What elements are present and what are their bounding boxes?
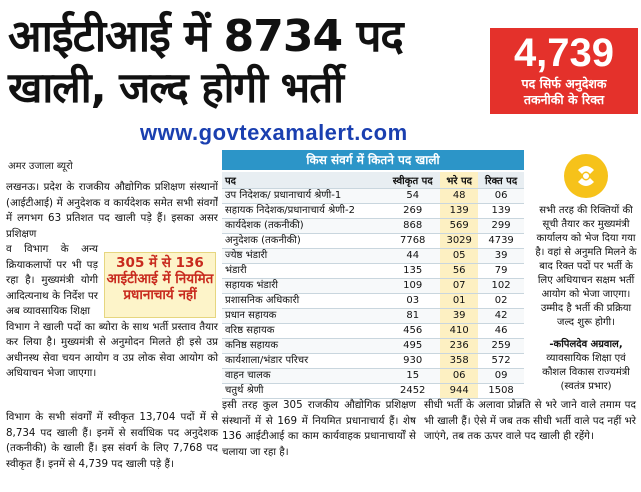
- minister-sidebar: [534, 150, 638, 394]
- table-body: [222, 189, 524, 399]
- article-paragraph-2: विभाग के सभी संवर्गों में स्वीकृत 13,704 पदों में से 8,734 पद खाली हैं। इनमें से सर्वाधिक पद अनुदेशक (तकनीकी) के खाली हैं। इस संवर्ग के लिए 7,768 पद स्वीकृत हैं। इनमें से 4,739 पद खाली पड़े हैं।: [6, 411, 218, 470]
- table-cell-vacant: 299: [478, 219, 524, 234]
- table-cell-vacant: 46: [494, 325, 508, 336]
- table-cell-post: ज्येष्ठ भंडारी: [222, 249, 385, 264]
- table-cell-vacant: 79: [494, 265, 508, 276]
- table-cell-sanctioned: 7768: [399, 235, 426, 246]
- table-cell-post: प्रशासनिक अधिकारी: [225, 295, 300, 306]
- highlight-line-1: पद सिर्फ अनुदेशक: [521, 76, 607, 91]
- table-cell-post: चतुर्थ श्रेणी: [225, 385, 264, 396]
- table-cell-sanctioned: 54: [385, 189, 440, 204]
- watermark-url: www.govtexamalert.com: [140, 120, 408, 145]
- table-cell-vacant: 39: [478, 249, 524, 264]
- table-cell-sanctioned: 135: [403, 265, 423, 276]
- table-cell-post: सहायक निदेशक/प्रधानाचार्य श्रेणी-2: [225, 205, 355, 216]
- table-title: किस संवर्ग में कितने पद खाली: [222, 150, 524, 170]
- vacancy-table: [222, 172, 524, 399]
- table-cell-sanctioned: 269: [403, 205, 423, 216]
- table-cell-sanctioned: 930: [403, 355, 423, 366]
- skill-development-logo-icon: [564, 154, 608, 198]
- table-header-row: [222, 172, 524, 189]
- table-cell-vacant: 102: [478, 279, 524, 294]
- minister-quote: सभी तरह की रिक्तियों की सूची तैयार कर मुख्यमंत्री कार्यालय को भेज दिया गया है। वहां से अनुमति मिलने के बाद रिक्त पदों पर भर्ती के लिए अधियाचन सक्षम भर्ती आयोग को भेजा जाएगा। उम्मीद है भर्ती की प्रक्रिया जल्द शुरू होगी।: [535, 205, 637, 328]
- table-header-filled: भरे पद: [440, 172, 478, 189]
- table-cell-post: प्रधान सहायक: [222, 309, 385, 324]
- table-cell-vacant: 06: [478, 189, 524, 204]
- table-row: [222, 384, 524, 399]
- pullquote: 305 में से 136 आईटीआई में नियमित प्रधानाचार्य नहीं: [104, 252, 216, 318]
- table-cell-filled: 944: [440, 384, 478, 399]
- table-cell-filled: 236: [440, 339, 478, 354]
- highlight-line-2: तकनीकी के रिक्त: [523, 92, 605, 107]
- table-row: [222, 249, 524, 264]
- table-cell-sanctioned: 456: [403, 325, 423, 336]
- table-row: [222, 339, 524, 354]
- table-row: [222, 234, 524, 249]
- table-cell-post: उप निदेशक/ प्रधानाचार्य श्रेणी-1: [222, 189, 385, 204]
- table-cell-filled: 06: [440, 369, 478, 384]
- table-cell-vacant: 09: [478, 369, 524, 384]
- table-cell-filled: 358: [440, 354, 478, 369]
- highlight-box: [490, 28, 638, 114]
- byline: अमर उजाला ब्यूरो: [8, 161, 73, 172]
- minister-role: व्यावसायिक शिक्षा एवं कौशल विकास राज्यमंत्री (स्वतंत्र प्रभार): [542, 353, 630, 392]
- table-cell-sanctioned: 868: [385, 219, 440, 234]
- article-paragraph-continued: विभाग ने खाली पदों का ब्योरा के साथ भर्ती प्रस्ताव तैयार कर लिया है। मुख्यमंत्री से अनुमोदन मिलते ही इसे उप्र अधीनस्थ सेवा चयन आयोग व उप्र लोक सेवा आयोग को अधियाचन भेजा जाएगा।: [6, 320, 218, 379]
- table-header-sanctioned: स्वीकृत पद: [385, 172, 440, 189]
- table-cell-filled: 569: [440, 219, 478, 234]
- table-cell-sanctioned: 109: [385, 279, 440, 294]
- table-row: [222, 369, 524, 384]
- table-cell-filled: 410: [440, 324, 478, 339]
- table-row: [222, 354, 524, 369]
- table-cell-sanctioned: 15: [385, 369, 440, 384]
- table-cell-vacant: 42: [478, 309, 524, 324]
- table-cell-filled: 48: [440, 189, 478, 204]
- table-cell-sanctioned: 495: [385, 339, 440, 354]
- table-header-post: पद: [222, 172, 385, 189]
- table-cell-filled: 56: [440, 264, 478, 279]
- table-cell-filled: 05: [440, 249, 478, 264]
- table-cell-post: कनिष्ठ सहायक: [222, 339, 385, 354]
- table-row: [222, 264, 524, 279]
- table-header-vacant: रिक्त पद: [478, 172, 524, 189]
- table-cell-post: सहायक भंडारी: [222, 279, 385, 294]
- table-row: [222, 324, 524, 339]
- table-cell-post: भंडारी: [225, 265, 247, 276]
- table-cell-post: कार्यदेशक (तकनीकी): [222, 219, 385, 234]
- table-cell-sanctioned: 03: [406, 295, 420, 306]
- table-cell-vacant: 139: [491, 205, 511, 216]
- table-row: [222, 294, 524, 309]
- table-cell-filled: 39: [440, 309, 478, 324]
- table-cell-filled: 07: [440, 279, 478, 294]
- highlight-number: 4,739: [513, 31, 615, 75]
- table-row: [222, 189, 524, 204]
- table-cell-filled: 3029: [440, 234, 478, 249]
- table-row: [222, 204, 524, 219]
- table-row: [222, 279, 524, 294]
- table-cell-post: कार्यशाला/भंडार परिचर: [225, 355, 309, 366]
- article-paragraph-intro: लखनऊ। प्रदेश के राजकीय औद्योगिक प्रशिक्षण संस्थानों (आईटीआई) में अनुदेशक व कार्यदेशक समेत सभी संवर्गों में लगभग 63 प्रतिशत पद खाली पड़े हैं। इसका असर प्रशिक्षण: [6, 181, 218, 240]
- table-cell-vacant: 572: [491, 355, 511, 366]
- article-column-4: सीधी भर्ती के अलावा प्रोन्नति से भरे जाने वाले तमाम पद भी खाली हैं। ऐसे में जब तक सीधी भर्ती वाले पद नहीं भरे जाएंगे, तब तक ऊपर वाले पद खाली ही रहेंगे।: [424, 399, 636, 442]
- headline-line-2: खाली, जल्द होगी भर्ती: [8, 63, 344, 112]
- minister-name: -कपिलदेव अग्रवाल,: [549, 339, 623, 350]
- table-cell-vacant: 259: [478, 339, 524, 354]
- table-cell-post: वरिष्ठ सहायक: [225, 325, 275, 336]
- table-cell-sanctioned: 2452: [399, 385, 426, 396]
- table-cell-post: वाहन चालक: [222, 369, 385, 384]
- table-cell-filled: 139: [440, 204, 478, 219]
- article-paragraph-narrow: व विभाग के अन्य क्रियाकलापों पर भी पड़ रहा है। मुख्यमंत्री योगी आदित्यनाथ के निर्देश पर अब व्यावसायिक शिक्षा: [6, 243, 98, 317]
- table-cell-vacant: 1508: [488, 385, 514, 396]
- table-cell-sanctioned: 44: [385, 249, 440, 264]
- table-cell-filled: 01: [440, 294, 478, 309]
- table-cell-vacant: 4739: [488, 235, 514, 246]
- table-cell-sanctioned: 81: [385, 309, 440, 324]
- article-column-3: इसी तरह कुल 305 राजकीय औद्योगिक प्रशिक्षण संस्थानों में से 169 में नियमित प्रधानाचार्य हैं। शेष 136 आईटीआई का काम कार्यवाहक प्रधानाचार्यों से चलाया जा रहा है।: [222, 399, 416, 458]
- table-row: [222, 219, 524, 234]
- headline-line-1: आईटीआई में 8734 पद: [8, 11, 403, 62]
- table-row: [222, 309, 524, 324]
- table-cell-post: अनुदेशक (तकनीकी): [225, 235, 301, 246]
- table-cell-vacant: 02: [494, 295, 508, 306]
